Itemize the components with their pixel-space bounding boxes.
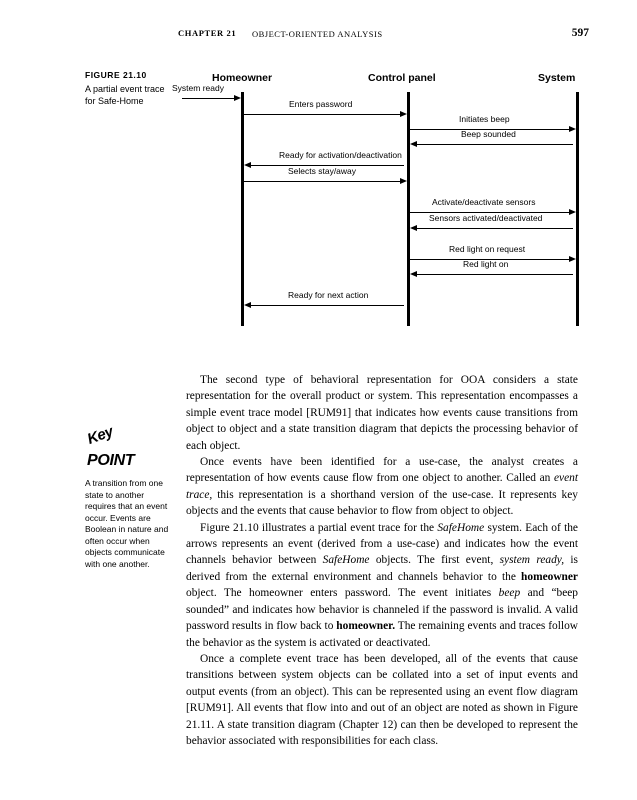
paragraph-3-homeowner-1: homeowner <box>521 570 578 583</box>
column-header-homeowner: Homeowner <box>212 72 273 84</box>
column-header-control-panel: Control panel <box>368 72 436 84</box>
paragraph-3-part-f: and “beep sounded” and indicates how behavior is channeled if the password is invalid. A valid password results in flow back to <box>186 587 579 633</box>
paragraph-4: Once a complete event trace has been developed, all of the events that cause transitions between system objects can be collated into a set of input events and output events (from an object). This can be represented using an event flow diagram [RUM91]. All events that flow into and out of an object are noted as shown in Figure 21.11. A state transition diagram (Chapter 12) can then be developed to represent the behavior associated with responsibilities for each class. <box>186 652 578 747</box>
lifeline-homeowner <box>241 92 244 326</box>
figure-caption-block <box>85 70 169 107</box>
message-line-system-ready <box>182 98 234 99</box>
message-line-red-light-on <box>417 274 573 275</box>
body-text <box>186 372 578 749</box>
message-arrowhead-ready-activation <box>244 162 251 168</box>
message-line-enters-password <box>244 114 400 115</box>
page-number: 597 <box>571 27 589 39</box>
message-label-ready-activation: Ready for activation/deactivation <box>279 150 402 160</box>
paragraph-3-part-g: The remaining events and traces follow the behavior as the system is activated or deactivated. <box>186 620 578 649</box>
paragraph-2-part-b: this representation is a shorthand version of the use-case. It represents key objects and the events that cause behavior to flow from object to object. <box>186 488 578 518</box>
message-label-beep-sounded: Beep sounded <box>461 129 516 139</box>
paragraph-3-part-d: is derived from the external environment and channels behavior to the <box>186 554 578 583</box>
message-line-sensors-activated <box>417 228 573 229</box>
message-label-sensors-activated: Sensors activated/deactivated <box>429 213 543 223</box>
message-line-beep-sounded <box>417 144 573 145</box>
message-arrowhead-ready-next-action <box>244 302 251 308</box>
column-header-system: System <box>538 72 576 84</box>
message-arrowhead-beep-sounded <box>410 141 417 147</box>
lifeline-system <box>576 92 579 326</box>
key-point-key-word: Key <box>85 423 116 448</box>
message-arrowhead-activate-sensors <box>569 209 576 215</box>
paragraph-3 <box>186 520 578 651</box>
figure-label: FIGURE 21.10 <box>85 70 147 80</box>
paragraph-3-part-c: objects. The first event, <box>369 554 500 567</box>
message-arrowhead-enters-password <box>400 111 407 117</box>
paragraph-2-emphasis: event trace, <box>186 472 578 501</box>
paragraph-3-safehome-2: SafeHome <box>322 554 370 567</box>
message-line-ready-next-action <box>250 305 404 306</box>
key-point-art <box>85 423 171 472</box>
running-head <box>0 28 637 44</box>
message-arrowhead-red-light-request <box>569 256 576 262</box>
message-label-initiates-beep: Initiates beep <box>459 114 510 124</box>
message-label-red-light-on: Red light on <box>463 259 509 269</box>
lifeline-control-panel <box>407 92 410 326</box>
running-head-chapter: CHAPTER 21 <box>178 28 237 38</box>
message-arrowhead-selects-stay-away <box>400 178 407 184</box>
key-point-text: A transition from one state to another requires that an event occur. Events are Boolean in nature and often occur when objects communicate with one another. <box>85 478 169 569</box>
event-trace-diagram <box>168 68 578 338</box>
paragraph-3-part-e: object. The homeowner enters password. The event initiates <box>186 587 499 600</box>
paragraph-3-system-ready: system ready, <box>499 554 565 567</box>
message-arrowhead-sensors-activated <box>410 225 417 231</box>
message-label-enters-password: Enters password <box>289 99 353 109</box>
message-label-selects-stay-away: Selects stay/away <box>288 166 357 176</box>
key-point-note <box>85 423 171 570</box>
paragraph-3-part-a: Figure 21.10 illustrates a partial event trace for the <box>200 521 438 534</box>
message-label-activate-sensors: Activate/deactivate sensors <box>432 197 536 207</box>
paragraph-3-beep: beep <box>498 587 521 600</box>
message-label-red-light-request: Red light on request <box>449 244 526 254</box>
message-line-selects-stay-away <box>244 181 400 182</box>
figure-caption-text: A partial event trace for Safe-Home <box>85 84 165 106</box>
paragraph-1: The second type of behavioral representation for OOA considers a state representation for the overall product or system. This representation encompasses a simple event trace model [RUM91] that indicates how events cause transitions from object to object and a state transition diagram that depicts the processing behavior of each object. <box>186 374 578 452</box>
message-arrowhead-red-light-on <box>410 271 417 277</box>
paragraph-3-safehome-1: SafeHome <box>437 521 485 534</box>
paragraph-3-part-b: system. Each of the arrows represents an event (derived from a use-case) and indicates how the event channels behavior between <box>186 521 578 567</box>
message-arrowhead-system-ready <box>234 95 241 101</box>
paragraph-3-homeowner-2: homeowner. <box>336 620 396 633</box>
message-label-system-ready: System ready <box>172 83 224 93</box>
message-arrowhead-initiates-beep <box>569 126 576 132</box>
paragraph-2 <box>186 454 578 520</box>
paragraph-2-part-a: Once events have been identified for a use-case, the analyst creates a representation of how events cause flow from one object to another. Called an <box>186 456 578 485</box>
message-label-ready-next-action: Ready for next action <box>288 290 369 300</box>
running-head-title: OBJECT-ORIENTED ANALYSIS <box>252 28 383 39</box>
key-point-point-word: POINT <box>87 452 135 469</box>
